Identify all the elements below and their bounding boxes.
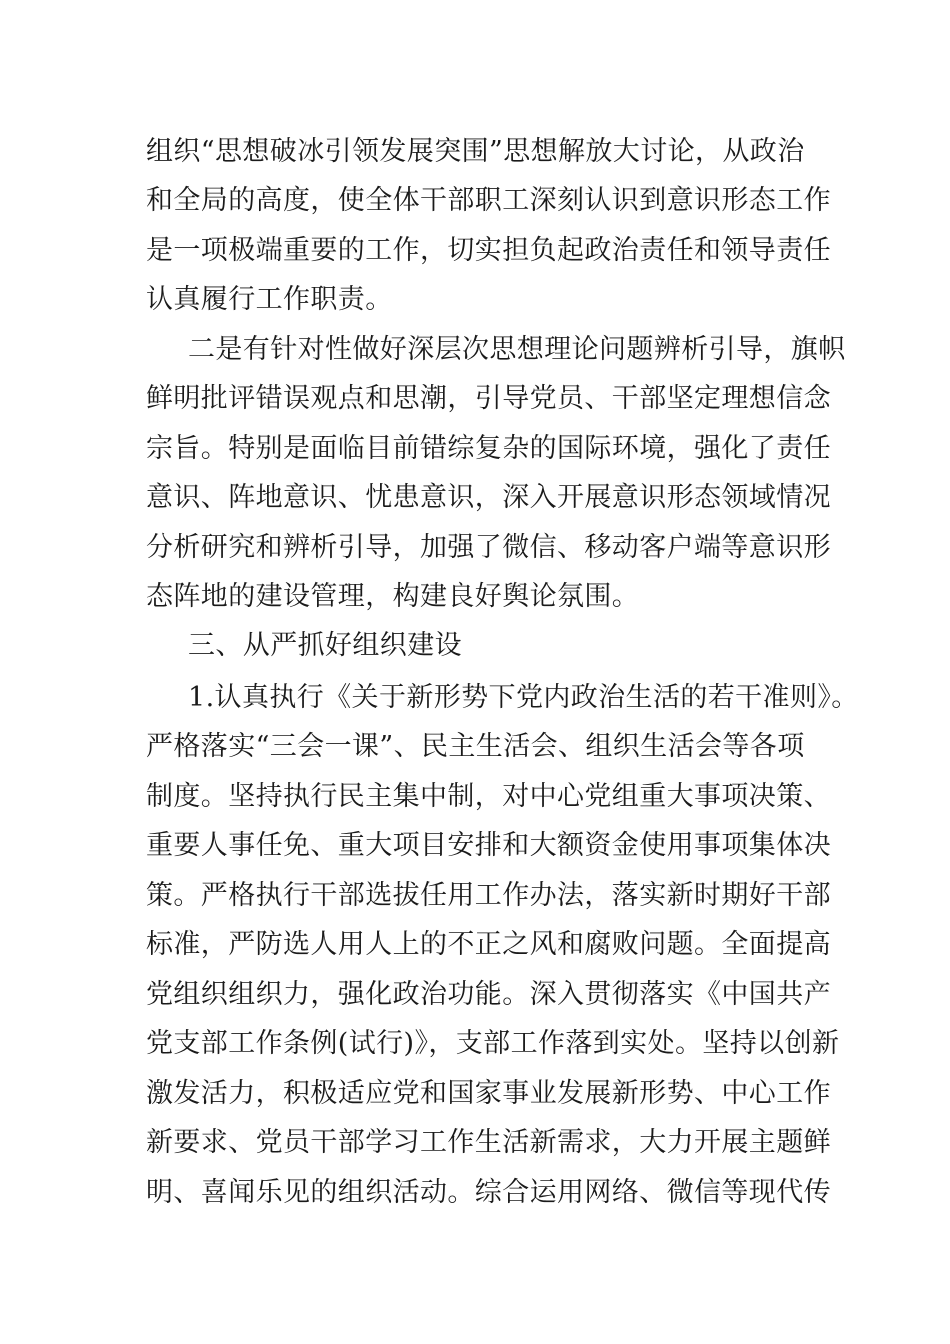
- text-line: 是一项极端重要的工作，切实担负起政治责任和领导责任: [146, 235, 831, 266]
- text-line: 分析研究和辨析引导，加强了微信、移动客户端等意识形: [146, 532, 831, 563]
- text-line: 和全局的高度，使全体干部职工深刻认识到意识形态工作: [146, 185, 831, 216]
- text-line: 明、喜闻乐见的组织活动。综合运用网络、微信等现代传: [146, 1177, 831, 1208]
- text-line: 重要人事任免、重大项目安排和大额资金使用事项集体决: [146, 830, 831, 861]
- text-line: 1.认真执行《关于新形势下党内政治生活的若干准则》。: [188, 682, 859, 713]
- text-line: 宗旨。特别是面临目前错综复杂的国际环境，强化了责任: [146, 433, 831, 464]
- text-line: 激发活力，积极适应党和国家事业发展新形势、中心工作: [146, 1078, 831, 1109]
- text-line: 制度。坚持执行民主集中制，对中心党组重大事项决策、: [146, 781, 831, 812]
- text-line: 鲜明批评错误观点和思潮，引导党员、干部坚定理想信念: [146, 383, 831, 414]
- text-line: 标准，严防选人用人上的不正之风和腐败问题。全面提高: [146, 929, 831, 960]
- text-line: 认真履行工作职责。: [146, 284, 393, 315]
- text-line: 态阵地的建设管理，构建良好舆论氛围。: [146, 581, 640, 612]
- section-heading: 三、从严抓好组织建设: [188, 630, 462, 661]
- text-line: 组织“思想破冰引领发展突围”思想解放大讨论，从政治: [146, 136, 805, 167]
- text-line: 意识、阵地意识、忧患意识，深入开展意识形态领域情况: [146, 482, 831, 513]
- text-line: 严格落实“三会一课”、民主生活会、组织生活会等各项: [146, 731, 805, 762]
- text-line: 党组织组织力，强化政治功能。深入贯彻落实《中国共产: [146, 979, 831, 1010]
- text-line: 策。严格执行干部选拔任用工作办法，落实新时期好干部: [146, 880, 831, 911]
- text-line: 新要求、党员干部学习工作生活新需求，大力开展主题鲜: [146, 1127, 831, 1158]
- text-line: 二是有针对性做好深层次思想理论问题辨析引导，旗帜: [188, 334, 846, 365]
- text-line: 党支部工作条例(试行)》，支部工作落到实处。坚持以创新: [146, 1028, 840, 1059]
